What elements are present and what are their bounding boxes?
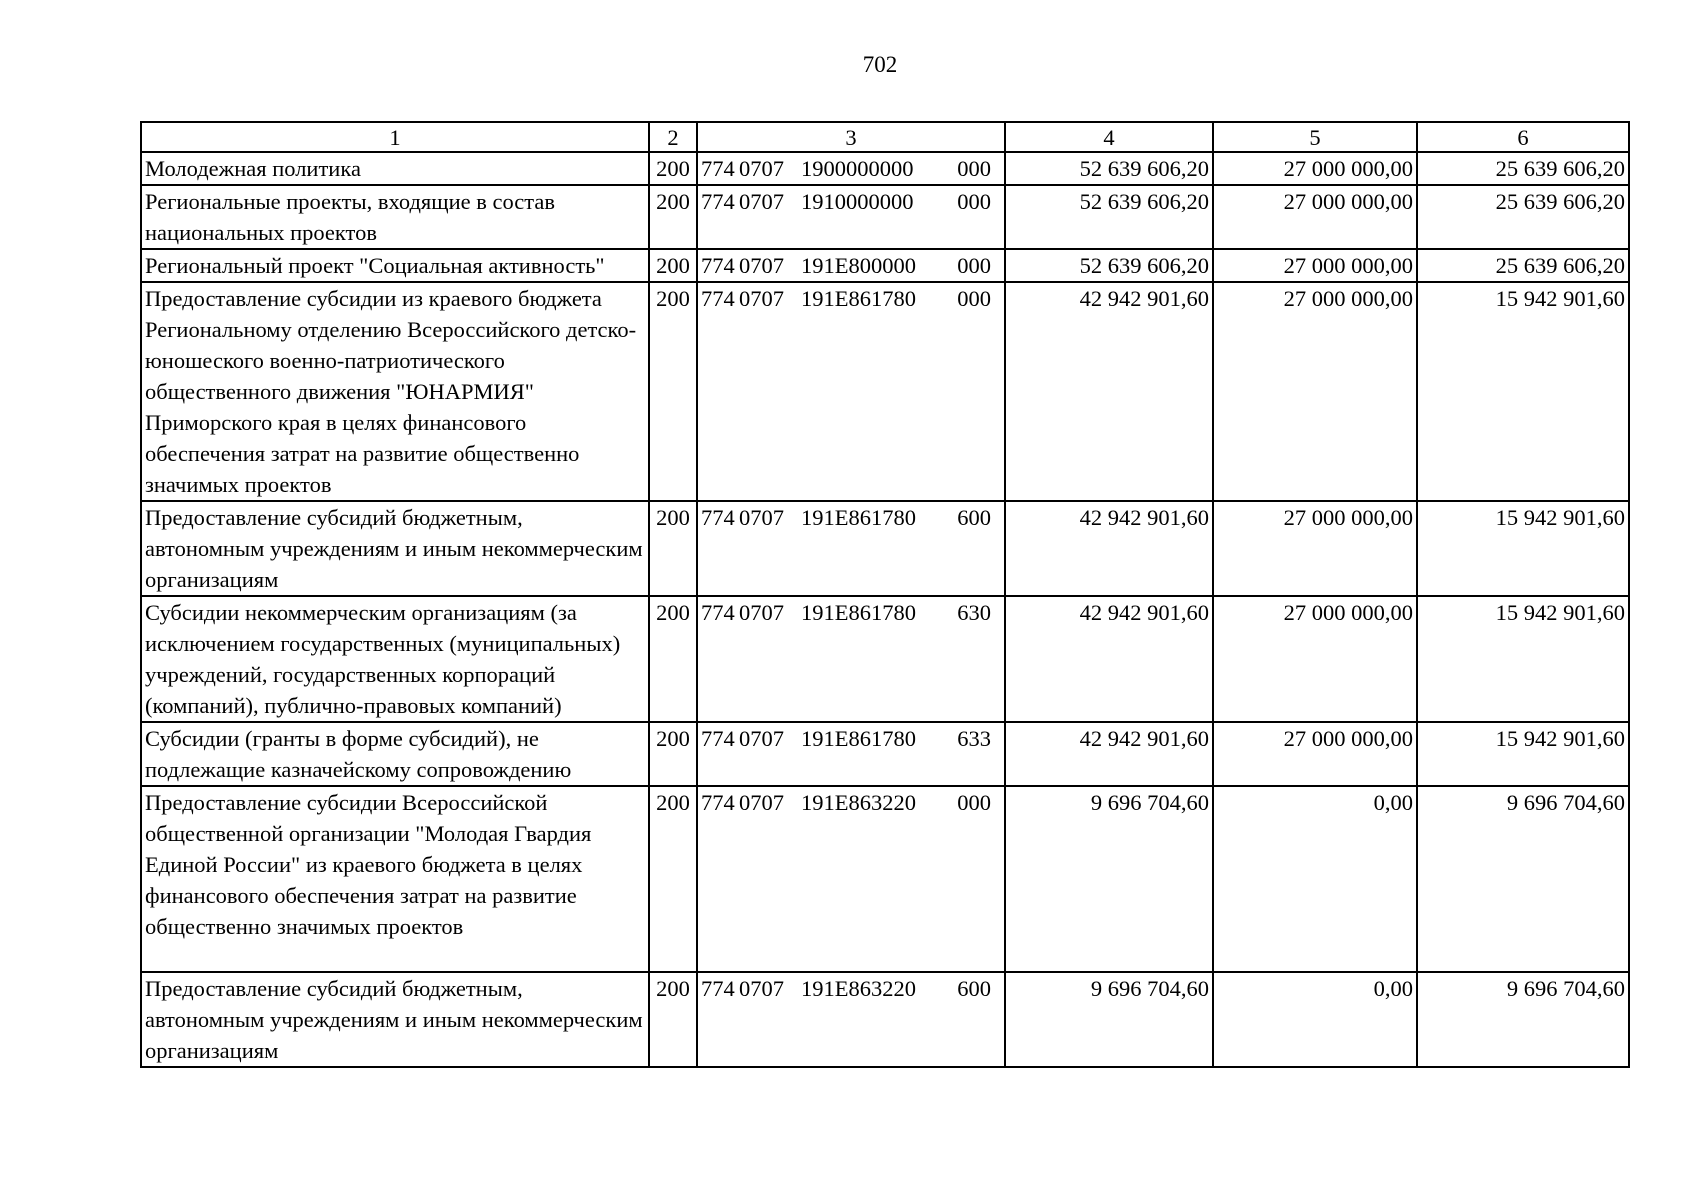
- table-row: [141, 972, 1629, 1067]
- amount-col4-cell: 42 942 901,60: [1005, 596, 1213, 722]
- row-name-cell: Региональный проект "Социальная активность": [141, 249, 649, 282]
- admin-code-cell: 200: [649, 596, 697, 722]
- amount-col6-cell: 25 639 606,20: [1417, 152, 1629, 185]
- budget-code-cell: [697, 185, 1005, 249]
- target-article-code: 191E861780: [801, 726, 916, 751]
- expense-type-code: 633: [957, 726, 991, 751]
- admin-code-cell: 200: [649, 249, 697, 282]
- ministry-code: 774: [701, 286, 735, 311]
- expense-type-code: 600: [957, 505, 991, 530]
- amount-col5-cell: 27 000 000,00: [1213, 185, 1417, 249]
- section-code: 0707: [739, 189, 784, 214]
- ministry-code: 774: [701, 726, 735, 751]
- budget-code-cell: [697, 722, 1005, 786]
- budget-code-cell: [697, 501, 1005, 596]
- column-header: 6: [1417, 122, 1629, 152]
- ministry-code: 774: [701, 156, 735, 181]
- page-number: 702: [862, 52, 898, 77]
- budget-code-cell: [697, 972, 1005, 1067]
- target-article-code: 1900000000: [801, 156, 914, 181]
- amount-col5-cell: 27 000 000,00: [1213, 249, 1417, 282]
- admin-code-cell: 200: [649, 972, 697, 1067]
- amount-col6-cell: 9 696 704,60: [1417, 786, 1629, 972]
- budget-code-cell: [697, 249, 1005, 282]
- amount-col5-cell: 0,00: [1213, 972, 1417, 1067]
- amount-col6-cell: 25 639 606,20: [1417, 249, 1629, 282]
- column-header: 4: [1005, 122, 1213, 152]
- amount-col6-cell: 15 942 901,60: [1417, 722, 1629, 786]
- column-header: 2: [649, 122, 697, 152]
- ministry-code: 774: [701, 976, 735, 1001]
- row-name-cell: Предоставление субсидии Всероссийской общественной организации "Молодая Гвардия Единой России" из краевого бюджета в целях финансового обеспечения затрат на развитие общественно значимых проектов: [141, 786, 649, 972]
- target-article-code: 191E863220: [801, 790, 916, 815]
- table-row: [141, 786, 1629, 972]
- budget-code-cell: [697, 596, 1005, 722]
- amount-col6-cell: 9 696 704,60: [1417, 972, 1629, 1067]
- table-row: [141, 282, 1629, 501]
- amount-col4-cell: 9 696 704,60: [1005, 972, 1213, 1067]
- amount-col5-cell: 27 000 000,00: [1213, 152, 1417, 185]
- admin-code-cell: 200: [649, 786, 697, 972]
- amount-col6-cell: 15 942 901,60: [1417, 282, 1629, 501]
- table-row: [141, 596, 1629, 722]
- target-article-code: 191E863220: [801, 976, 916, 1001]
- row-name-cell: Предоставление субсидии из краевого бюджета Региональному отделению Всероссийского детско-юношеского военно-патриотического общественного движения "ЮНАРМИЯ" Приморского края в целях финансового обеспечения затрат на развитие общественно значимых проектов: [141, 282, 649, 501]
- target-article-code: 191E861780: [801, 505, 916, 530]
- table-row: [141, 249, 1629, 282]
- amount-col4-cell: 52 639 606,20: [1005, 152, 1213, 185]
- amount-col4-cell: 42 942 901,60: [1005, 501, 1213, 596]
- admin-code-cell: 200: [649, 722, 697, 786]
- table-row: [141, 501, 1629, 596]
- budget-code-cell: [697, 152, 1005, 185]
- section-code: 0707: [739, 286, 784, 311]
- budget-code-cell: [697, 282, 1005, 501]
- ministry-code: 774: [701, 790, 735, 815]
- section-code: 0707: [739, 726, 784, 751]
- amount-col4-cell: 42 942 901,60: [1005, 282, 1213, 501]
- expense-type-code: 000: [957, 253, 991, 278]
- expense-type-code: 630: [957, 600, 991, 625]
- expense-type-code: 000: [957, 286, 991, 311]
- budget-table: [140, 121, 1630, 1068]
- section-code: 0707: [739, 600, 784, 625]
- amount-col5-cell: 27 000 000,00: [1213, 722, 1417, 786]
- target-article-code: 191E800000: [801, 253, 916, 278]
- ministry-code: 774: [701, 600, 735, 625]
- section-code: 0707: [739, 790, 784, 815]
- admin-code-cell: 200: [649, 282, 697, 501]
- amount-col5-cell: 27 000 000,00: [1213, 596, 1417, 722]
- target-article-code: 191E861780: [801, 286, 916, 311]
- row-name-cell: Региональные проекты, входящие в состав национальных проектов: [141, 185, 649, 249]
- table-row: [141, 152, 1629, 185]
- target-article-code: 191E861780: [801, 600, 916, 625]
- expense-type-code: 000: [957, 790, 991, 815]
- row-name-cell: Молодежная политика: [141, 152, 649, 185]
- expense-type-code: 000: [957, 189, 991, 214]
- amount-col6-cell: 25 639 606,20: [1417, 185, 1629, 249]
- section-code: 0707: [739, 505, 784, 530]
- amount-col4-cell: 42 942 901,60: [1005, 722, 1213, 786]
- table-header-row: [141, 122, 1629, 152]
- amount-col5-cell: 0,00: [1213, 786, 1417, 972]
- admin-code-cell: 200: [649, 152, 697, 185]
- table-row: [141, 185, 1629, 249]
- table-row: [141, 722, 1629, 786]
- admin-code-cell: 200: [649, 501, 697, 596]
- row-name-cell: Субсидии некоммерческим организациям (за исключением государственных (муниципальных) учреждений, государственных корпораций (компаний), публично-правовых компаний): [141, 596, 649, 722]
- amount-col5-cell: 27 000 000,00: [1213, 282, 1417, 501]
- row-name-cell: Субсидии (гранты в форме субсидий), не подлежащие казначейскому сопровождению: [141, 722, 649, 786]
- row-name-cell: Предоставление субсидий бюджетным, автономным учреждениям и иным некоммерческим организациям: [141, 972, 649, 1067]
- amount-col4-cell: 52 639 606,20: [1005, 249, 1213, 282]
- section-code: 0707: [739, 156, 784, 181]
- expense-type-code: 600: [957, 976, 991, 1001]
- expense-type-code: 000: [957, 156, 991, 181]
- amount-col4-cell: 9 696 704,60: [1005, 786, 1213, 972]
- amount-col6-cell: 15 942 901,60: [1417, 501, 1629, 596]
- row-name-cell: Предоставление субсидий бюджетным, автономным учреждениям и иным некоммерческим организациям: [141, 501, 649, 596]
- column-header: 5: [1213, 122, 1417, 152]
- ministry-code: 774: [701, 253, 735, 278]
- amount-col4-cell: 52 639 606,20: [1005, 185, 1213, 249]
- amount-col6-cell: 15 942 901,60: [1417, 596, 1629, 722]
- section-code: 0707: [739, 253, 784, 278]
- ministry-code: 774: [701, 505, 735, 530]
- ministry-code: 774: [701, 189, 735, 214]
- budget-code-cell: [697, 786, 1005, 972]
- column-header: 3: [697, 122, 1005, 152]
- column-header: 1: [141, 122, 649, 152]
- target-article-code: 1910000000: [801, 189, 914, 214]
- section-code: 0707: [739, 976, 784, 1001]
- admin-code-cell: 200: [649, 185, 697, 249]
- amount-col5-cell: 27 000 000,00: [1213, 501, 1417, 596]
